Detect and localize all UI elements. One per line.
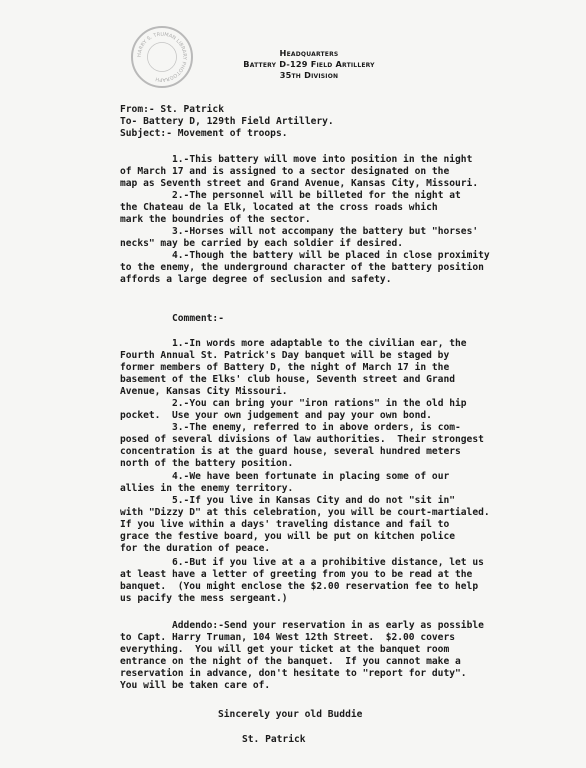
order-line: 1.-This battery will move into position in the night [172,154,473,165]
comment-line: 3.-The enemy, referred to in above orders, is com- [172,422,461,433]
comment-line: 6.-But if you live at a a prohibitive distance, let us [172,557,484,568]
comment-line: Avenue, Kansas City Missouri. [120,386,288,397]
comment-line: If you live within a days' traveling distance and fail to [120,519,450,530]
order-line: mark the boundries of the sector. [120,214,311,225]
comment-line: 4.-We have been fortunate in placing some of our [172,471,450,482]
comment-line: with "Dizzy D" at this celebration, you will be court-martialed. [120,507,490,518]
order-line: 4.-Though the battery will be placed in close proximity [172,250,490,261]
order-line: map as Seventh street and Grand Avenue, Kansas City, Missouri. [120,178,479,189]
addendum-line: Addendo:-Send your reservation in as early as possible [172,620,484,631]
addendum-line: reservation in advance, don't hesitate to "report for duty". [120,668,467,679]
comment-line: for the duration of peace. [120,543,271,554]
memo-from: From:- St. Patrick [120,104,224,115]
comment-line: Fourth Annual St. Patrick's Day banquet will be staged by [120,350,450,361]
order-line: to the enemy, the underground character of the battery position [120,262,484,273]
signature: St. Patrick [242,734,306,745]
order-line: of March 17 and is assigned to a sector designated on the [120,166,450,177]
addendum-line: to Capt. Harry Truman, 104 West 12th Street. $2.00 covers [120,632,456,643]
addendum-line: everything. You will get your ticket at the banquet room [120,644,450,655]
letterhead-line-3: 35th Division [279,70,339,81]
order-line: the Chateau de la Elk, located at the cross roads which [120,202,438,213]
comment-line: banquet. (You might enclose the $2.00 reservation fee to help [120,581,479,592]
closing-line: Sincerely your old Buddie [218,709,363,720]
comment-line: allies in the enemy territory. [120,483,294,494]
memo-subject: Subject:- Movement of troops. [120,128,288,139]
comment-line: 2.-You can bring your "iron rations" in the old hip [172,398,467,409]
comment-line: north of the battery position. [120,458,294,469]
addendum-line: entrance on the night of the banquet. If you cannot make a [120,656,461,667]
comment-line: posed of several divisions of law authorities. Their strongest [120,434,484,445]
comment-line: us pacify the mess sergeant.) [120,593,288,604]
letterhead-line-2: Battery D-129 Field Artillery [243,59,375,70]
comment-line: former members of Battery D, the night of March 17 in the [120,362,450,373]
order-line: affords a large degree of seclusion and safety. [120,274,392,285]
stamp-text: HARRY S. TRUMAN LIBRARY PHOTOGRAPH [136,31,188,83]
comment-line: basement of the Elks' club house, Seventh street and Grand [120,374,456,385]
order-line: 2.-The personnel will be billeted for the night at [172,190,461,201]
comment-line: at least have a letter of greeting from you to be read at the [120,569,473,580]
comment-line: pocket. Use your own judgement and pay your own bond. [120,410,432,421]
order-line: 3.-Horses will not accompany the battery but "horses' [172,226,479,237]
memo-to: To- Battery D, 129th Field Artillery. [120,116,334,127]
comment-line: concentration is at the guard house, several hundred meters [120,446,461,457]
comment-line: 1.-In words more adaptable to the civilian ear, the [172,338,467,349]
comment-line: 5.-If you live in Kansas City and do not "sit in" [172,495,456,506]
comment-heading: Comment:- [172,313,224,324]
letterhead-line-1: Headquarters [279,48,339,58]
comment-line: grace the festive board, you will be put on kitchen police [120,531,456,542]
addendum-line: You will be taken care of. [120,680,271,691]
order-line: necks" may be carried by each soldier if desired. [120,238,404,249]
